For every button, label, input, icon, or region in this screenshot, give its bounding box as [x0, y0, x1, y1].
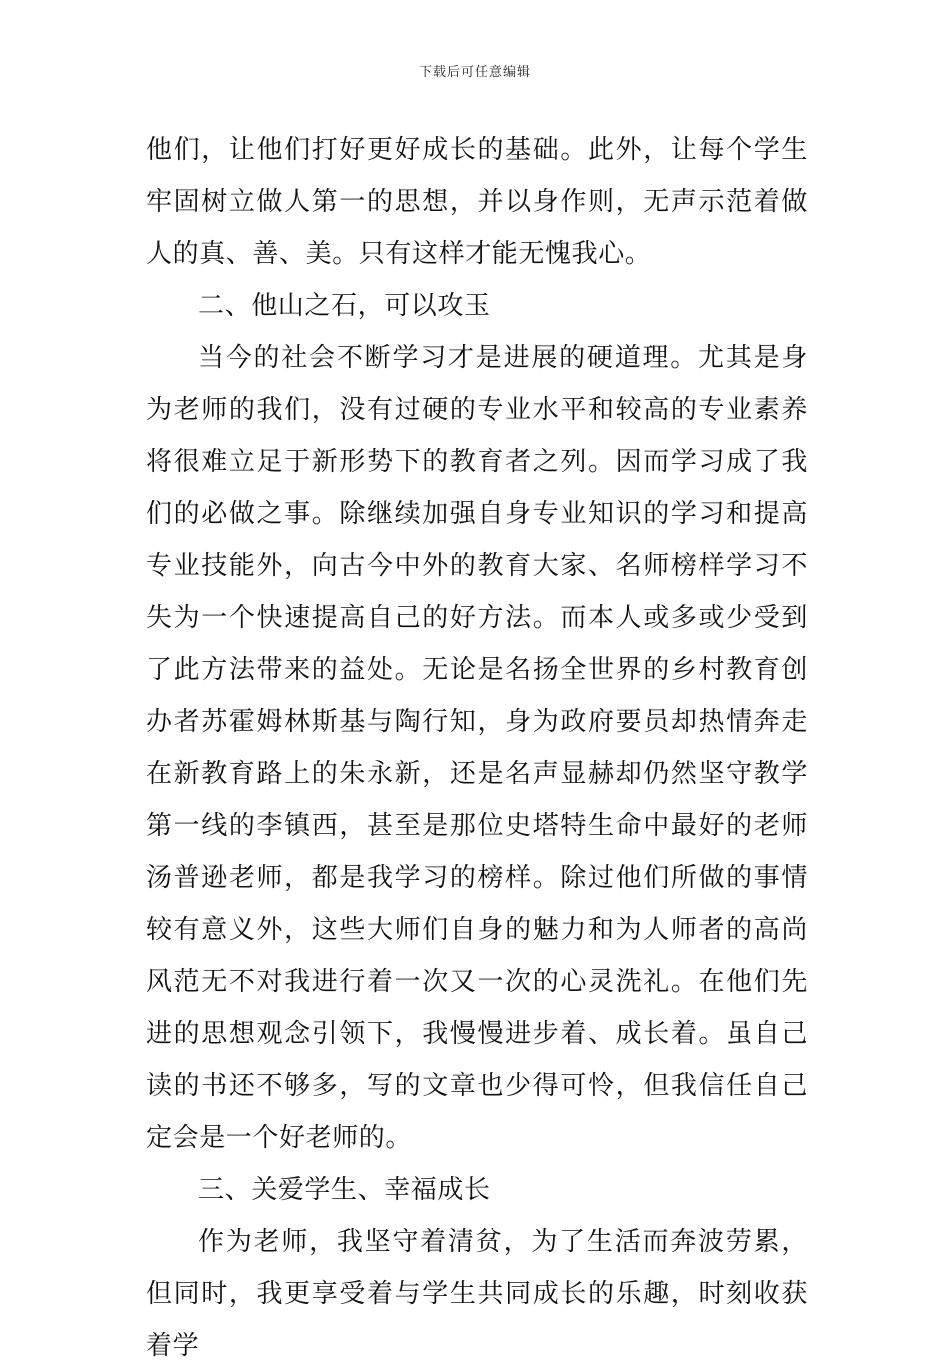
paragraph-caring: 作为老师，我坚守着清贫，为了生活而奔波劳累，但同时，我更享受着与学生共同成长的乐趣，时刻收获着学 [146, 1227, 808, 1361]
paragraph-learning: 当今的社会不断学习才是进展的硬道理。尤其是身为老师的我们，没有过硬的专业水平和较高的专业素养将很难立足于新形势下的教育者之列。因而学习成了我们的必做之事。除继续加强自身专业知识的学习和提高专业技能外，向古今中外的教育大家、名师榜样学习不失为一个快速提高自己的好方法。而本人或多或少受到了此方法带来的益处。无论是名扬全世界的乡村教育创办者苏霍姆林斯基与陶行知，身为政府要员却热情奔走在新教育路上的朱永新，还是名声显赫却仍然坚守教学第一线的李镇西，甚至是那位史塔特生命中最好的老师汤普逊老师，都是我学习的榜样。除过他们所做的事情较有意义外，这些大师们自身的魅力和为人师者的高尚风范无不对我进行着一次又一次的心灵洗礼。在他们先进的思想观念引领下，我慢慢进步着、成长着。虽自己读的书还不够多，写的文章也少得可怜，但我信任自己定会是一个好老师的。 [146, 343, 808, 1153]
section-heading-2: 二、他山之石，可以攻玉 [198, 291, 491, 321]
page-header: 下载后可任意编辑 [418, 65, 531, 80]
section-heading-3: 三、关爱学生、幸福成长 [198, 1175, 491, 1205]
document-body [146, 124, 808, 1372]
paragraph-continued: 他们，让他们打好更好成长的基础。此外，让每个学生牢固树立做人第一的思想，并以身作则，无声示范着做人的真、善、美。只有这样才能无愧我心。 [146, 135, 808, 269]
